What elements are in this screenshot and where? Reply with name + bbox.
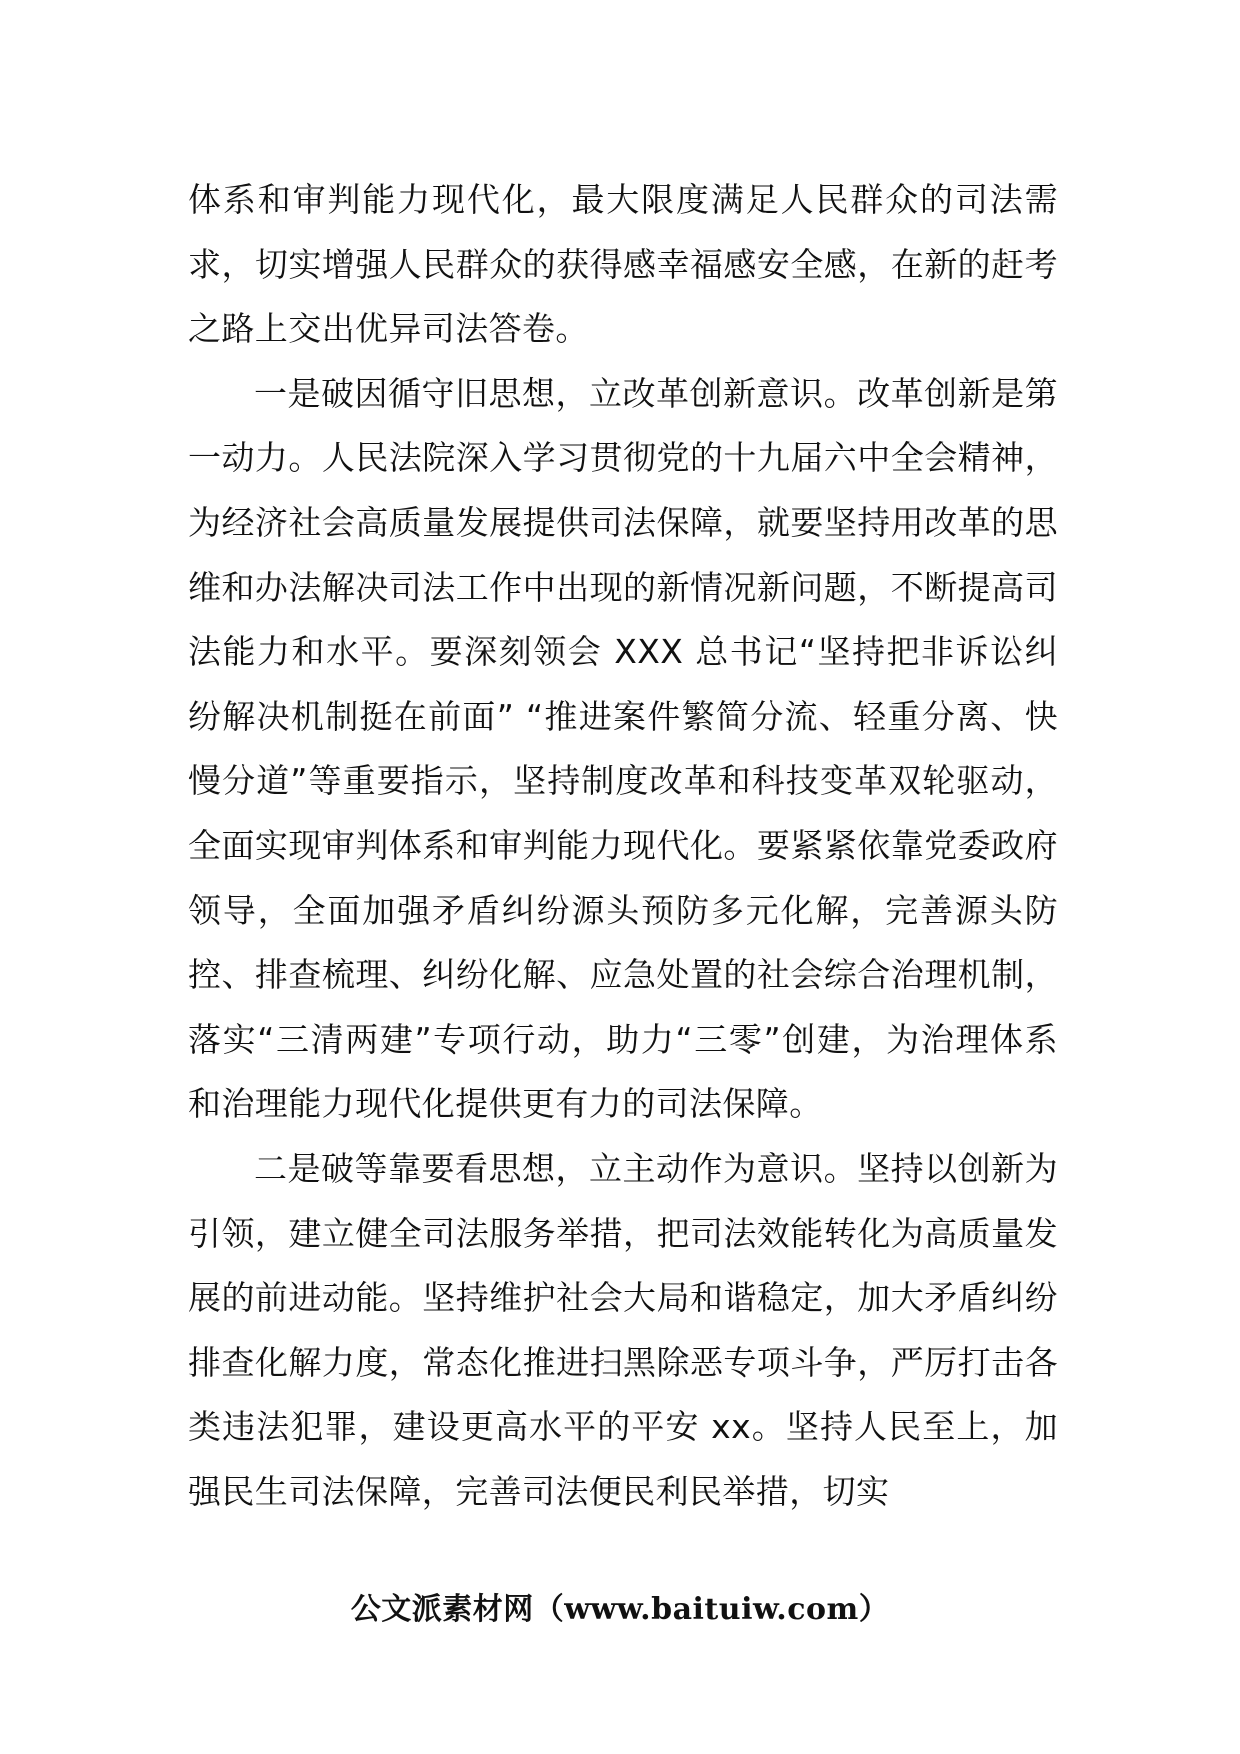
paragraph-reform-innovation: 一是破因循守旧思想，立改革创新意识。改革创新是第一动力。人民法院深入学习贯彻党的十九届六中全会精神，为经济社会高质量发展提供司法保障，就要坚持用改革的思维和办法解决司法工作中出现的新情况新问题，不断提高司法能力和水平。要深刻领会 XXX 总书记“坚持把非诉讼纠纷解决机制挺在前面” “推进案件繁简分流、轻重分离、快慢分道”等重要指示，坚持制度改革和科技变革双轮驱动，全面实现审判体系和审判能力现代化。要紧紧依靠党委政府领导，全面加强矛盾纠纷源头预防多元化解，完善源头防控、排查梳理、纠纷化解、应急处置的社会综合治理机制，落实“三清两建”专项行动，助力“三零”创建，为治理体系和治理能力现代化提供更有力的司法保障。 (188, 373, 1058, 1124)
paragraph-continuation: 体系和审判能力现代化，最大限度满足人民群众的司法需求，切实增强人民群众的获得感幸福感安全感，在新的赶考之路上交出优异司法答卷。 (188, 180, 1058, 349)
document-body (188, 168, 1058, 1524)
paragraph-proactive-action: 二是破等靠要看思想，立主动作为意识。坚持以创新为引领，建立健全司法服务举措，把司法效能转化为高质量发展的前进动能。坚持维护社会大局和谐稳定，加大矛盾纠纷排查化解力度，常态化推进扫黑除恶专项斗争，严厉打击各类违法犯罪，建设更高水平的平安 xx。坚持人民至上，加强民生司法保障，完善司法便民利民举措，切实 (188, 1148, 1058, 1511)
footer-watermark: 公文派素材网（www.baituiw.com） (350, 1592, 890, 1627)
